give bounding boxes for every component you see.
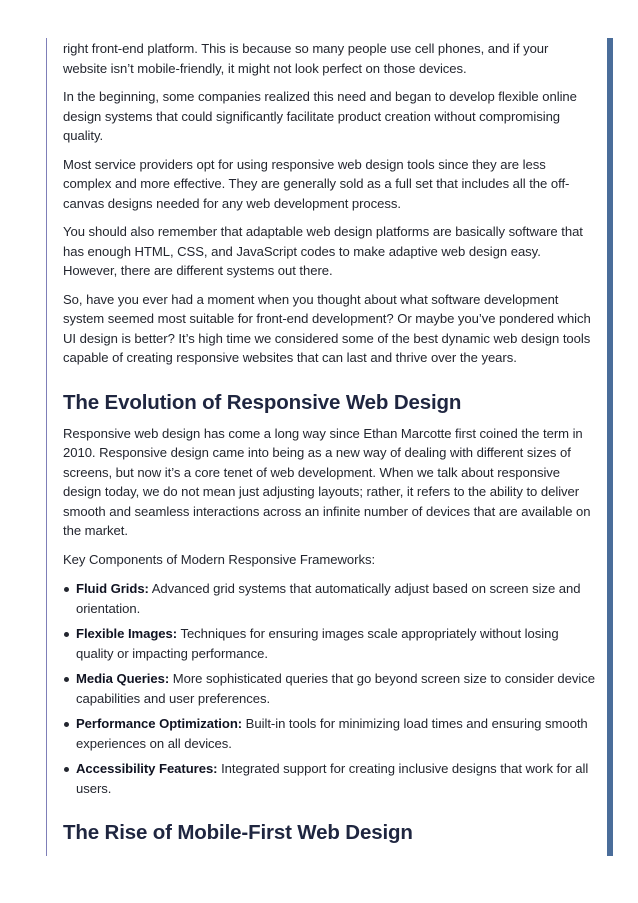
list-item-term: Fluid Grids: [76, 581, 149, 596]
list-item [76, 759, 595, 798]
list-item [76, 579, 595, 618]
paragraph-service-providers: Most service providers opt for using responsive web design tools since they are less complex and more effective. They are generally sold as a full set that includes all the off-canvas designs needed for any web development process. [63, 156, 570, 211]
list-item-text: Techniques for ensuring images scale appropriately without losing quality or impacting performance. [76, 626, 559, 661]
list-item-term: Media Queries: [76, 671, 170, 686]
list-item-term: Flexible Images: [76, 626, 178, 641]
paragraph-companies: In the beginning, some companies realized this need and began to develop flexible online design systems that could significantly facilitate product creation without compromising quality. [63, 89, 577, 143]
list-item-text: Advanced grid systems that automatically adjust based on screen size and orientation. [76, 581, 581, 616]
list-item [76, 714, 595, 753]
left-margin-rule [46, 38, 47, 856]
section-heading-mobile-first: The Rise of Mobile-First Web Design [63, 821, 413, 844]
list-intro: Key Components of Modern Responsive Frameworks: [63, 551, 376, 567]
list-item-text: Integrated support for creating inclusive designs that work for all users. [76, 761, 589, 796]
list-item-text: Built-in tools for minimizing load times and ensuring smooth experiences on all devices. [76, 716, 588, 751]
list-item-term: Performance Optimization: [76, 716, 243, 731]
paragraph-evolution: Responsive web design has come a long way since Ethan Marcotte first coined the term in 2010. Responsive design came into being as a new way of dealing with different sizes of screens, but now it’s a core tenet of web development. When we talk about responsive design today, we do not mean just adjusting layouts; rather, it refers to the ability to deliver smooth and seamless interactions across an infinite number of devices that are available on the market. [63, 425, 591, 538]
key-components-list [63, 579, 595, 798]
paragraph-intro-continued: right front-end platform. This is because so many people use cell phones, and if your website isn’t mobile-friendly, it might not look perfect on those devices. [63, 41, 549, 76]
list-item [76, 624, 595, 663]
article-body [63, 39, 595, 854]
list-item-term: Accessibility Features: [76, 761, 218, 776]
scroll-indicator-bar [607, 38, 613, 856]
list-item [76, 669, 595, 708]
list-item-text: More sophisticated queries that go beyond screen size to consider device capabilities and user preferences. [76, 671, 595, 706]
section-heading-evolution: The Evolution of Responsive Web Design [63, 390, 462, 414]
paragraph-question: So, have you ever had a moment when you thought about what software development system seemed most suitable for front-end development? Or maybe you’ve pondered which UI design is better? It’s high time we considered some of the best dynamic web design tools capable of creating responsive websites that can last and thrive over the years. [63, 291, 591, 365]
paragraph-adaptable-platforms: You should also remember that adaptable web design platforms are basically software that has enough HTML, CSS, and JavaScript codes to make adaptive web design easy. However, there are different systems out there. [63, 224, 583, 278]
